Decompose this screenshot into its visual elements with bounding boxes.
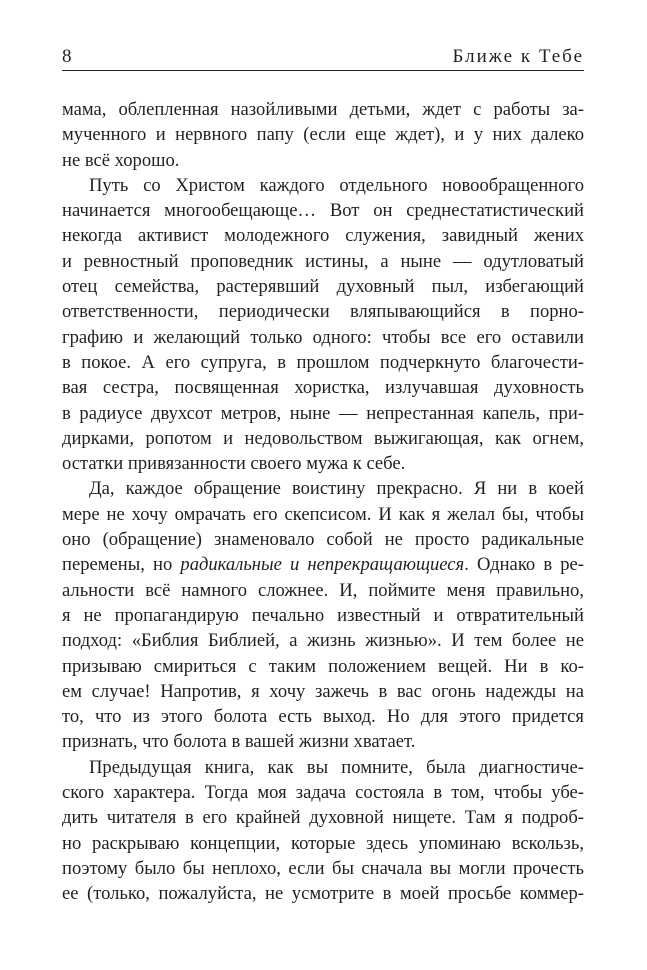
text-line: альности всё намного сложнее. И, поймите меня правильно, bbox=[62, 579, 584, 601]
text-line: начинается многообещающе… Вот он среднестатистический bbox=[62, 200, 584, 222]
text-line: мученного и нервного папу (если еще ждет), и у них далеко bbox=[62, 124, 584, 146]
italic-emphasis: радикальные и непрекращающиеся bbox=[180, 554, 465, 576]
text-line: отец семейства, растерявший духовный пыл, избегающий bbox=[62, 276, 584, 298]
text-line: не всё хорошо. bbox=[62, 149, 180, 171]
text-line: в радиусе двухсот метров, ныне — непрестанная капель, при- bbox=[62, 402, 584, 424]
text-line: ответственности, периодически вляпывающийся в порно- bbox=[62, 301, 584, 323]
text-line: ее (только, пожалуйста, не усмотрите в моей просьбе коммер- bbox=[62, 883, 584, 905]
paragraph-first-line: Да, каждое обращение воистину прекрасно. Я ни в коей bbox=[89, 478, 584, 500]
text-line: графию и желающий только одного: чтобы все его оставили bbox=[62, 326, 584, 348]
body-text bbox=[62, 97, 584, 907]
book-title: Ближе к Тебе bbox=[452, 46, 584, 67]
text-line: ем случае! Напротив, я хочу зажечь в вас огонь надежды на bbox=[62, 680, 584, 702]
text-line: подход: «Библия Библией, а жизнь жизнью». И тем более не bbox=[62, 630, 584, 652]
text-line: некогда активист молодежного служения, завидный жених bbox=[62, 225, 584, 247]
text-line: оно (обращение) знаменовало собой не просто радикальные bbox=[62, 529, 584, 551]
text-line: но раскрываю концепции, которые здесь упоминаю вскользь, bbox=[62, 832, 584, 854]
text-line: мере не хочу омрачать его скепсисом. И как я желал бы, чтобы bbox=[62, 503, 584, 525]
text-line: признать, что болота в вашей жизни хватает. bbox=[62, 731, 416, 753]
text-line: дить читателя в его крайней духовной нищете. Там я подроб- bbox=[62, 807, 584, 829]
text-line: в покое. А его супруга, в прошлом подчеркнуто благочести- bbox=[62, 351, 584, 373]
paragraph-first-line: Предыдущая книга, как вы помните, была диагностиче- bbox=[89, 756, 584, 778]
text-before-italic: перемены, но bbox=[62, 554, 181, 576]
text-line: и ревностный проповедник истины, а ныне — одутловатый bbox=[62, 250, 584, 272]
text-line: призываю смириться с таким положением вещей. Ни в ко- bbox=[62, 655, 584, 677]
text-line: остатки привязанности своего мужа к себе. bbox=[62, 453, 406, 475]
text-after-italic: . Однако в ре- bbox=[464, 554, 584, 576]
page-number: 8 bbox=[62, 46, 72, 67]
text-line: я не пропагандирую печально известный и отвратительный bbox=[62, 604, 584, 626]
text-line-with-italic bbox=[62, 552, 584, 577]
text-line: то, что из этого болота есть выход. Но для этого придется bbox=[62, 706, 584, 728]
text-line: поэтому было бы неплохо, если бы сначала вы могли прочесть bbox=[62, 857, 584, 879]
text-line: ского характера. Тогда моя задача состояла в том, чтобы убе- bbox=[62, 782, 584, 804]
running-header bbox=[62, 44, 584, 71]
text-line: дирками, ропотом и недовольством выжигающая, как огнем, bbox=[62, 427, 584, 449]
text-line: мама, облепленная назойливыми детьми, ждет с работы за- bbox=[62, 99, 584, 120]
paragraph-first-line: Путь со Христом каждого отдельного новообращенного bbox=[89, 174, 584, 196]
text-line: вая сестра, посвященная хористка, излучавшая духовность bbox=[62, 377, 584, 399]
